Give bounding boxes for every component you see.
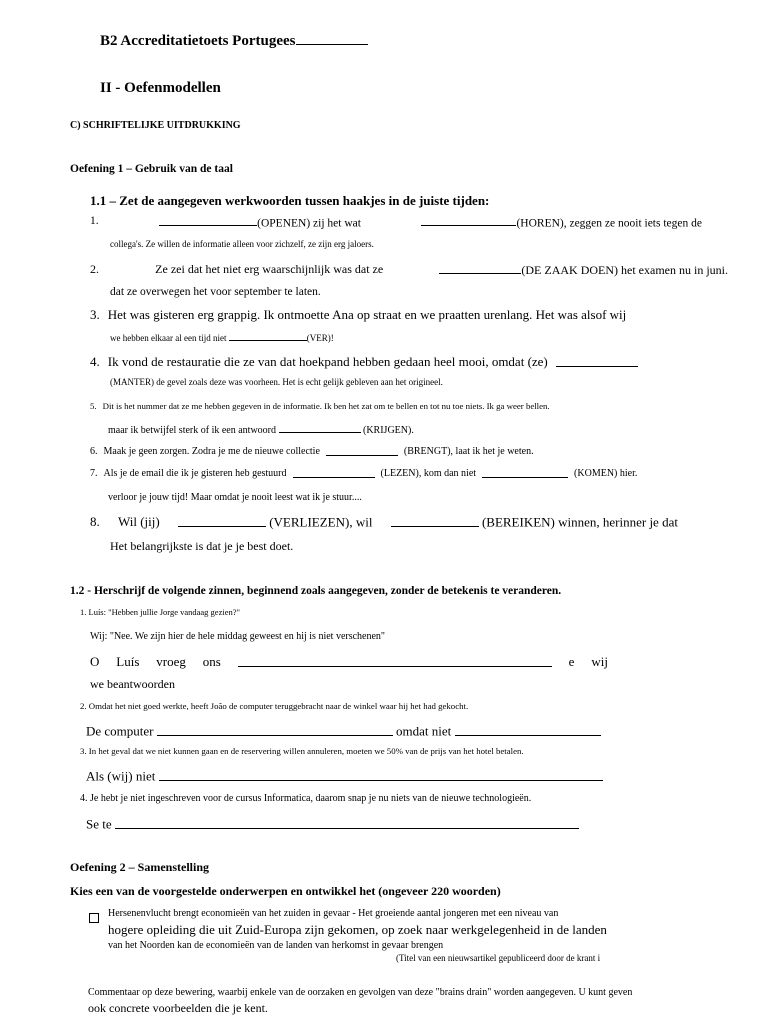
- answer-blank[interactable]: [556, 354, 638, 367]
- answer-blank[interactable]: [178, 514, 266, 527]
- answer-blank[interactable]: [115, 816, 579, 829]
- question-1-dialogue: Wij: "Nee. We zijn hier de hele middag geweest en hij is niet verschenen": [90, 631, 386, 642]
- list-item: 6. Maak je geen zorgen. Zodra je me de nieuwe collectie (BRENGT), laat ik het je weten.: [90, 446, 534, 457]
- answer-blank[interactable]: [326, 446, 398, 456]
- answer-blank[interactable]: [421, 215, 516, 226]
- question-2-answer-line: De computer omdat niet: [86, 723, 601, 740]
- comment-line-2: ook concrete voorbeelden die je kent.: [88, 1001, 268, 1015]
- answer-blank[interactable]: [455, 723, 601, 736]
- topic-checkbox[interactable]: [89, 910, 99, 928]
- answer-blank[interactable]: [391, 514, 479, 527]
- answer-blank[interactable]: [482, 468, 568, 478]
- list-item-continuation: we hebben elkaar al een tijd niet (VER)!: [110, 333, 334, 344]
- doc-title: B2 Accreditatietoets Portugees: [100, 30, 368, 50]
- answer-blank[interactable]: [238, 654, 552, 667]
- list-item-continuation: Het belangrijkste is dat je je best doet.: [110, 539, 294, 553]
- answer-blank[interactable]: [159, 768, 603, 781]
- exercise-1-title: Oefening 1 – Gebruik van de taal: [70, 163, 233, 175]
- list-item-continuation: verloor je jouw tijd! Maar omdat je nooit leest wat ik je stuur....: [108, 492, 362, 503]
- list-item-continuation: dat ze overwegen het voor september te laten.: [110, 286, 321, 298]
- topic-source: (Titel van een nieuwsartikel gepubliceerd door de krant i: [396, 953, 601, 963]
- list-item: 5. Dit is het nummer dat ze me hebben gegeven in de informatie. Ik ben het zat om te bellen en tot nu toe niets. Ik ga weer bellen.: [90, 401, 550, 411]
- topic-line-1: Hersenenvlucht brengt economieën van het zuiden in gevaar - Het groeiende aantal jongeren met een niveau van: [108, 908, 559, 919]
- section-heading: C) SCHRIFTELIJKE UITDRUKKING: [70, 120, 241, 131]
- answer-blank[interactable]: [159, 215, 257, 226]
- question-3-answer-line: Als (wij) niet: [86, 768, 603, 785]
- list-item: 3. Het was gisteren erg grappig. Ik ontmoette Ana op straat en we praatten urenlang. Het was alsof wij: [90, 307, 627, 322]
- question-2-prompt: 2. Omdat het niet goed werkte, heeft João de computer teruggebracht naar de winkel waar hij het had gekocht.: [80, 701, 469, 711]
- part-heading: II - Oefenmodellen: [100, 80, 221, 96]
- list-item: 8. Wil (jij) (VERLIEZEN), wil (BEREIKEN) winnen, herinner je dat: [90, 514, 678, 530]
- list-item-continuation: (MANTER) de gevel zoals deze was voorheen. Het is echt gelijk gebleven aan het origineel.: [110, 377, 443, 387]
- question-3-prompt: 3. In het geval dat we niet kunnen gaan en de reservering willen annuleren, moeten we 50% van de prijs van het hotel betalen.: [80, 746, 524, 756]
- question-1-answer-line: O Luís vroeg ons e wij: [90, 654, 608, 669]
- answer-blank[interactable]: [293, 468, 375, 478]
- list-item-continuation: maar ik betwijfel sterk of ik een antwoord (KRIJGEN).: [108, 425, 414, 436]
- exercise-2-instruction: Kies een van de voorgestelde onderwerpen en ontwikkel het (ongeveer 220 woorden): [70, 884, 501, 898]
- list-item: 7. Als je de email die ik je gisteren heb gestuurd (LEZEN), kom dan niet (KOMEN) hier.: [90, 468, 638, 479]
- question-1-answer-continuation: we beantwoorden: [90, 677, 175, 691]
- topic-line-3: van het Noorden kan de economieën van de landen van herkomst in gevaar brengen: [108, 940, 444, 951]
- question-1-prompt: 1. Luís: "Hebben jullie Jorge vandaag gezien?": [80, 607, 240, 617]
- question-4-answer-line: Se te: [86, 816, 579, 833]
- exercise-2-title: Oefening 2 – Samenstelling: [70, 860, 210, 874]
- comment-line-1: Commentaar op deze bewering, waarbij enkele van de oorzaken en gevolgen van deze "brains drain" worden aangegeven. U kunt geven: [88, 987, 633, 998]
- question-4-prompt: 4. Je hebt je niet ingeschreven voor de cursus Informatica, daarom snap je nu niets van de nieuwe technologieën.: [80, 793, 532, 804]
- list-item: 4. Ik vond de restauratie die ze van dat hoekpand hebben gedaan heel mooi, omdat (ze): [90, 354, 710, 370]
- answer-blank[interactable]: [279, 423, 361, 433]
- answer-blank[interactable]: [439, 262, 521, 274]
- subsection-1-2-title: 1.2 - Herschrijf de volgende zinnen, beginnend zoals aangegeven, zonder de betekenis te veranderen.: [70, 585, 562, 597]
- answer-blank[interactable]: [229, 332, 307, 341]
- subsection-1-1-title: 1.1 – Zet de aangegeven werkwoorden tussen haakjes in de juiste tijden:: [90, 193, 490, 208]
- topic-line-2: hogere opleiding die uit Zuid-Europa zijn gekomen, op zoek naar werkgelegenheid in de landen: [108, 922, 607, 937]
- list-item: 2. Ze zei dat het niet erg waarschijnlijk was dat ze (DE ZAAK DOEN) het examen nu in juni.: [90, 262, 728, 277]
- list-item-continuation: collega's. Ze willen de informatie alleen voor zichzelf, ze zijn erg jaloers.: [110, 239, 374, 249]
- list-item: 1. (OPENEN) zij het wat (HOREN), zeggen ze nooit iets tegen de: [90, 215, 702, 230]
- answer-blank[interactable]: [157, 723, 393, 736]
